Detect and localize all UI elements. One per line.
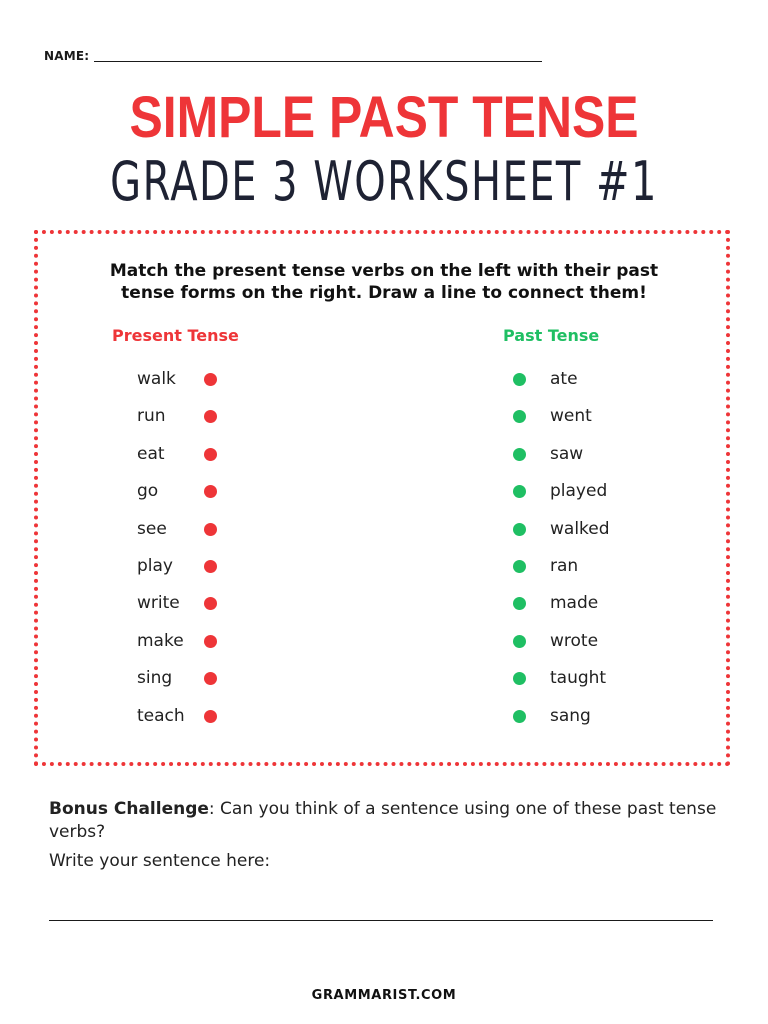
present-verb: write — [137, 593, 180, 614]
present-verb: teach — [137, 705, 185, 726]
instructions-line-2: tense forms on the right. Draw a line to connect them! — [121, 283, 647, 303]
instructions — [0, 260, 768, 304]
past-verb: sang — [550, 705, 591, 726]
present-connect-dot[interactable] — [204, 373, 217, 386]
past-verb: ate — [550, 369, 578, 389]
present-tense-heading: Present Tense — [112, 326, 239, 345]
past-connect-dot[interactable] — [513, 710, 526, 723]
present-verb: see — [137, 518, 167, 539]
present-connect-dot[interactable] — [204, 560, 217, 573]
past-connect-dot[interactable] — [513, 560, 526, 573]
present-verb: eat — [137, 443, 165, 464]
past-verb: saw — [550, 443, 584, 464]
present-verb: play — [137, 556, 173, 576]
sentence-input-line[interactable] — [49, 920, 713, 921]
write-prompt: Write your sentence here: — [49, 851, 271, 871]
name-input-line[interactable] — [94, 61, 542, 62]
past-verb: made — [550, 593, 599, 614]
past-connect-dot[interactable] — [513, 635, 526, 648]
past-connect-dot[interactable] — [513, 523, 526, 536]
present-verb: run — [137, 406, 166, 427]
footer-site: GRAMMARIST.COM — [311, 988, 457, 1003]
present-connect-dot[interactable] — [204, 448, 217, 461]
past-connect-dot[interactable] — [513, 373, 526, 386]
present-connect-dot[interactable] — [204, 523, 217, 536]
present-verb: walk — [137, 369, 176, 389]
past-verb: played — [550, 481, 608, 502]
past-verb: taught — [550, 668, 607, 689]
past-verb: went — [550, 406, 592, 427]
present-verb: sing — [137, 668, 173, 689]
past-connect-dot[interactable] — [513, 448, 526, 461]
present-verb: make — [137, 630, 184, 651]
worksheet-title: SIMPLE PAST TENSE — [129, 85, 639, 150]
past-verb: walked — [550, 518, 610, 539]
bonus-challenge — [49, 798, 729, 844]
name-label: NAME: — [44, 49, 90, 63]
present-connect-dot[interactable] — [204, 710, 217, 723]
past-tense-heading: Past Tense — [503, 326, 600, 345]
bonus-text: : Can you think of a sentence using one of these past tense verbs? — [49, 799, 717, 842]
bonus-label: Bonus Challenge — [49, 799, 209, 819]
present-connect-dot[interactable] — [204, 635, 217, 648]
instructions-line-1: Match the present tense verbs on the left with their past — [109, 261, 659, 281]
worksheet-subtitle: GRADE 3 WORKSHEET #1 — [110, 150, 658, 213]
present-verb: go — [137, 481, 159, 502]
past-verb: ran — [550, 556, 579, 576]
past-verb: wrote — [550, 630, 599, 651]
